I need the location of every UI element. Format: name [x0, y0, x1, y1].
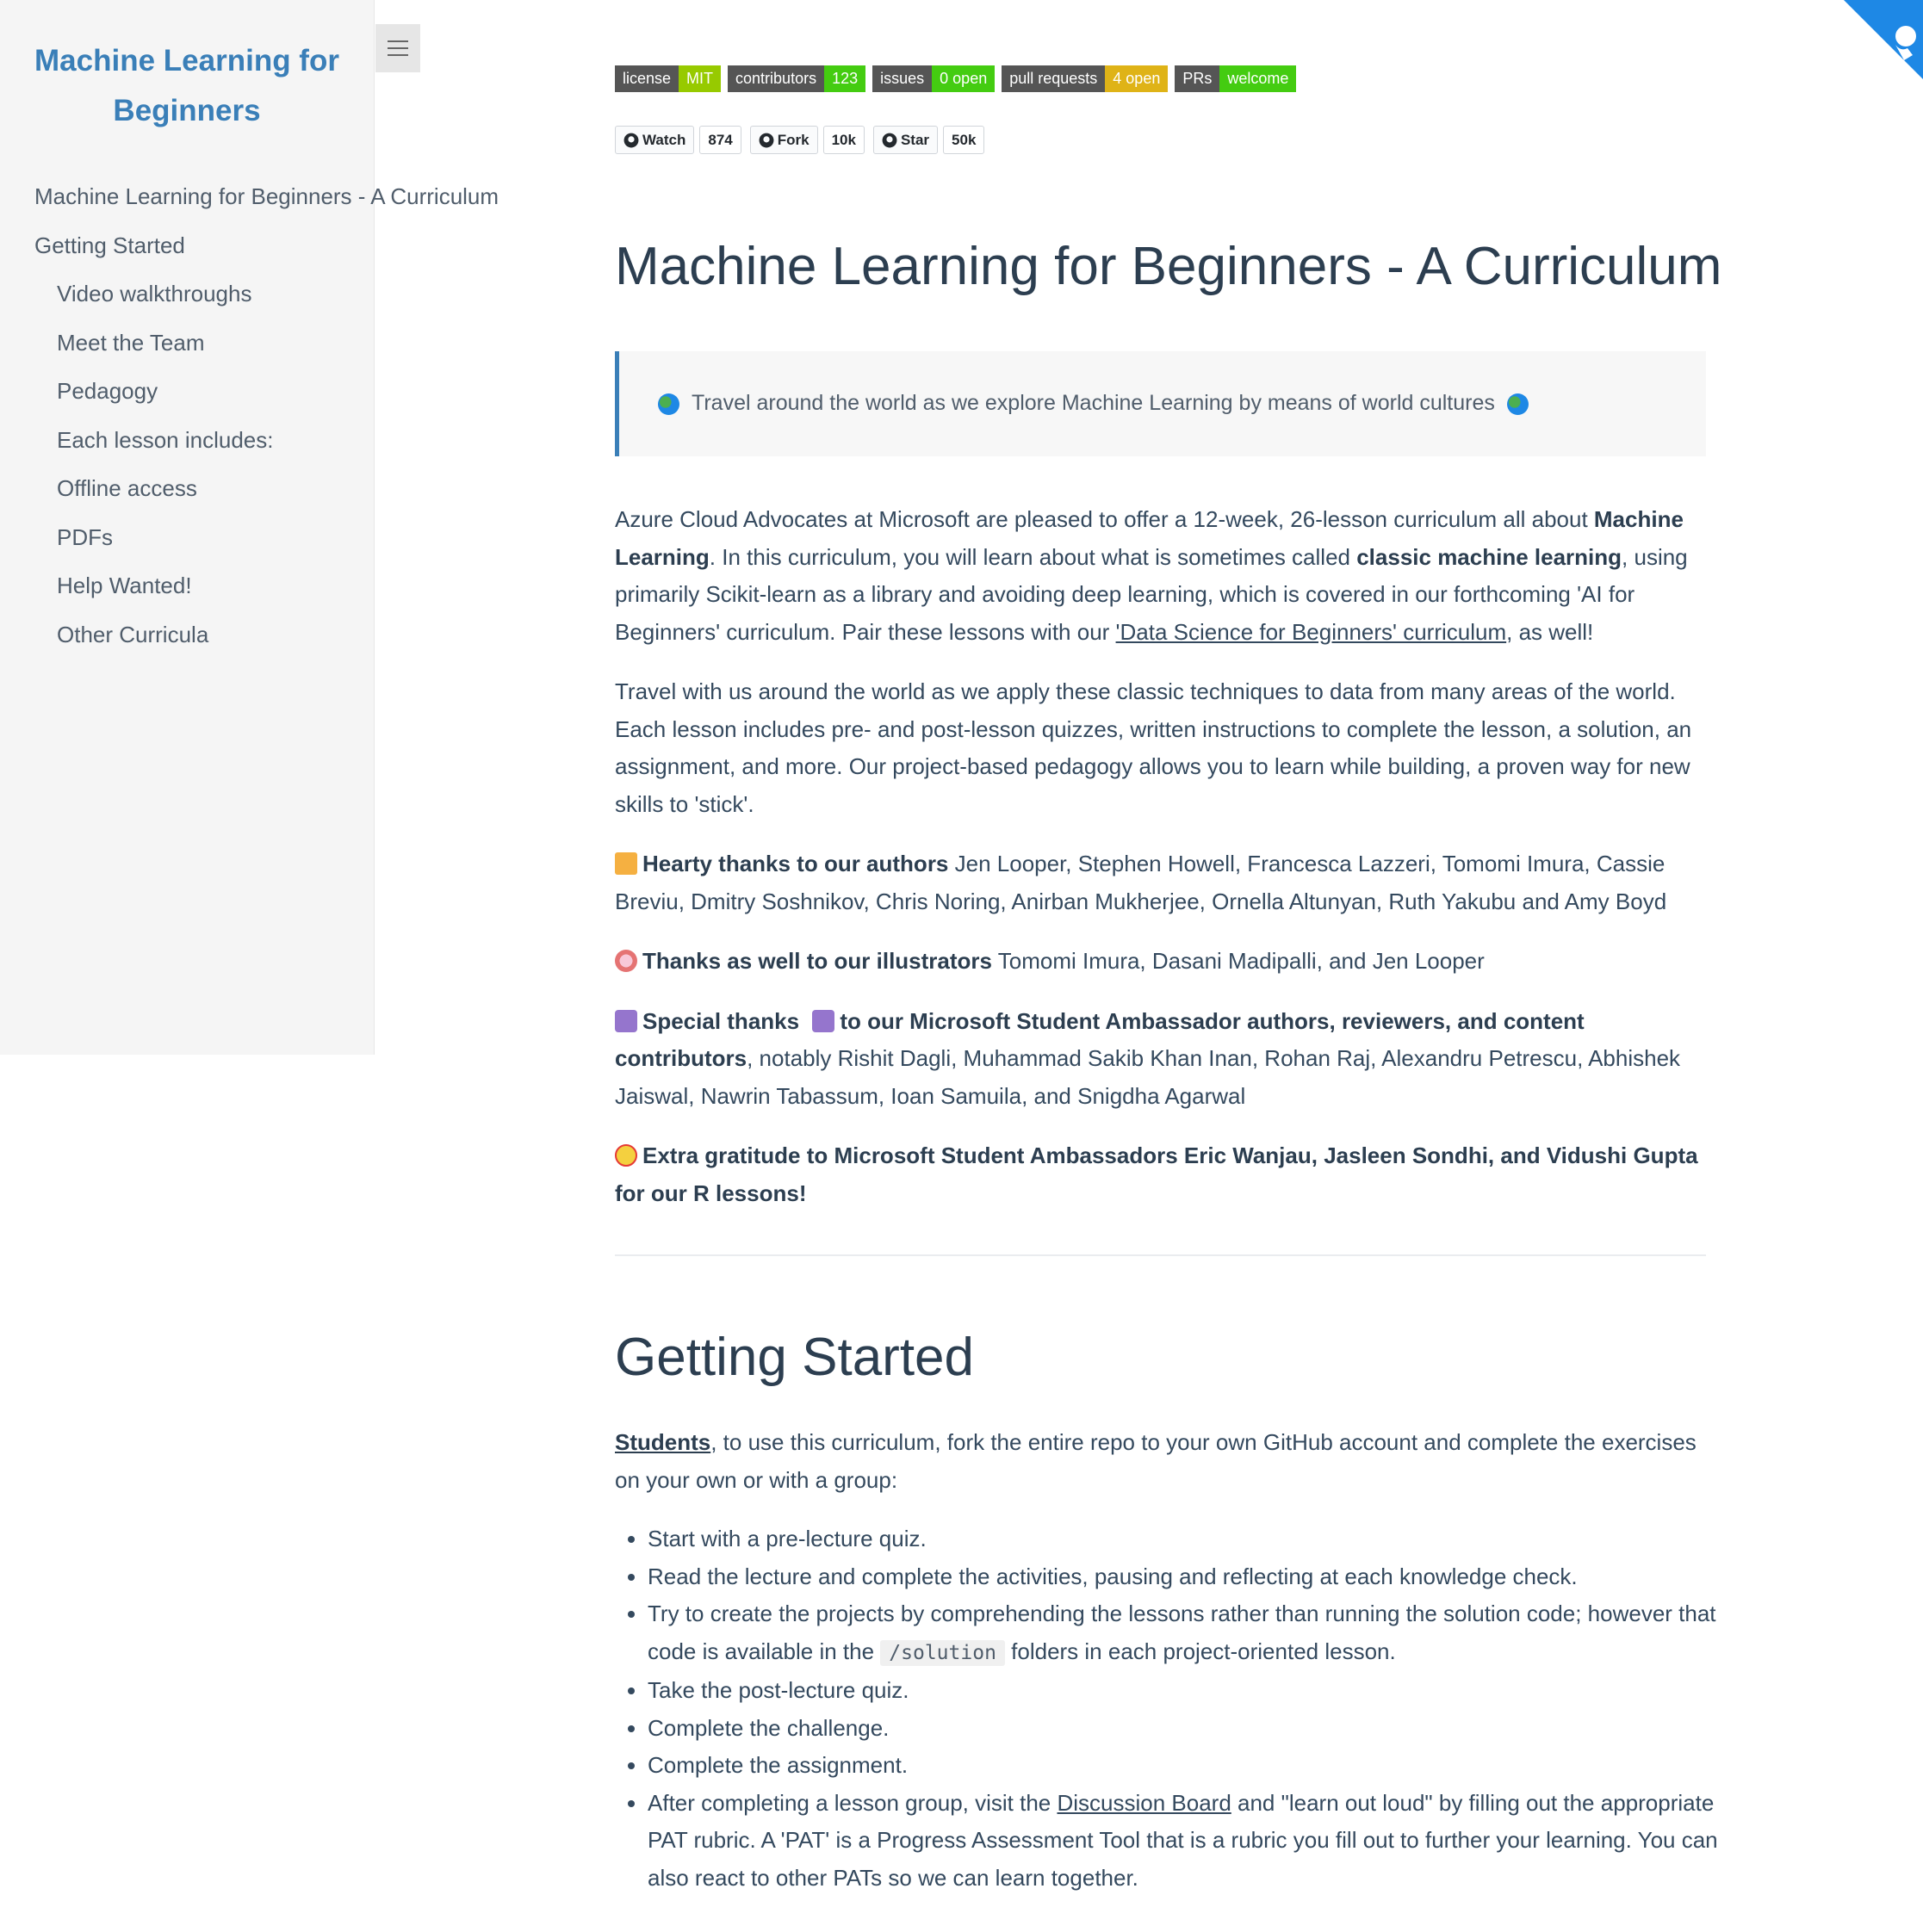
list-item: • Try to create the projects by comprehending the lessons rather than running the solution code; however that code is available in the /solution folders in each project-oriented lesson.	[648, 1595, 1739, 1672]
sidebar-item-getting-started[interactable]: Getting Started	[34, 232, 185, 258]
sidebar-item-pdfs[interactable]: PDFs	[57, 523, 113, 550]
star-count[interactable]: 50k	[943, 126, 984, 154]
sidebar-item-video-walkthroughs[interactable]: Video walkthroughs	[57, 281, 252, 307]
list-item: • Complete the assignment.	[648, 1747, 1739, 1785]
issues-badge[interactable]: issues 0 open	[872, 65, 995, 92]
section-divider	[615, 1254, 1706, 1256]
list-item: • After completing a lesson group, visit the Discussion Board and "learn out loud" by filling out the appropriate PAT rubric. A 'PAT' is a Progress Assessment Tool that is a rubric you fill out to further your learning. You can also react to other PATs so we can learn together.	[648, 1785, 1739, 1898]
tagline-text: Travel around the world as we explore Machine Learning by means of world cultures	[692, 391, 1495, 416]
list-item: • Take the post-lecture quiz.	[648, 1672, 1739, 1710]
fork-count[interactable]: 10k	[823, 126, 865, 154]
github-icon	[759, 133, 774, 148]
globe-icon	[1507, 393, 1529, 415]
writing-hand-icon	[615, 852, 637, 875]
getting-started-intro: Students, to use this curriculum, fork the entire repo to your own GitHub account and complete the exercises on your own or with a group:	[615, 1429, 1697, 1493]
illustrators-paragraph: Thanks as well to our illustrators Tomomi Imura, Dasani Madipalli, and Jen Looper	[615, 943, 1706, 981]
hamburger-icon	[388, 40, 408, 42]
sidebar-toggle-button[interactable]	[375, 24, 420, 72]
fork-button[interactable]: Fork	[750, 126, 818, 154]
list-item: • Start with a pre-lecture quiz.	[648, 1520, 1739, 1558]
globe-icon	[658, 393, 679, 415]
intro-section	[615, 501, 1706, 1235]
tagline-quote	[615, 351, 1706, 456]
sidebar-item-curriculum[interactable]: Machine Learning for Beginners - A Curriculum	[34, 183, 499, 209]
star-button[interactable]: Star	[873, 126, 938, 154]
palette-icon	[615, 950, 637, 972]
student-steps-list	[615, 1520, 1739, 1897]
prs-welcome-badge[interactable]: PRs welcome	[1175, 65, 1296, 92]
getting-started-heading: Getting Started	[615, 1328, 975, 1387]
watch-count[interactable]: 874	[699, 126, 741, 154]
sidebar-item-meet-the-team[interactable]: Meet the Team	[57, 329, 205, 356]
praying-icon	[812, 1010, 834, 1032]
sidebar-item-help-wanted[interactable]: Help Wanted!	[57, 573, 192, 598]
app-name[interactable]: Machine Learning for Beginners	[34, 44, 339, 127]
pull-requests-badge[interactable]: pull requests 4 open	[1002, 65, 1168, 92]
sidebar-item-pedagogy[interactable]: Pedagogy	[57, 378, 158, 404]
contributors-badge[interactable]: contributors 123	[728, 65, 865, 92]
github-social-buttons	[615, 126, 984, 154]
page-title: Machine Learning for Beginners - A Curriculum	[615, 237, 1722, 296]
extra-gratitude-paragraph: Extra gratitude to Microsoft Student Ambassadors Eric Wanjau, Jasleen Sondhi, and Vidushi Gupta for our R lessons!	[615, 1142, 1698, 1206]
sidebar-item-each-lesson[interactable]: Each lesson includes:	[57, 426, 274, 453]
intro-paragraph: Azure Cloud Advocates at Microsoft are pleased to offer a 12-week, 26-lesson curriculum all about Machine Learning. In this curriculum, you will learn about what is sometimes called classic machine learning, using primarily Scikit-learn as a library and avoiding deep learning, which is covered in our forthcoming 'AI for Beginners' curriculum. Pair these lessons with our 'Data Science for Beginners' curriculum, as well!	[615, 506, 1688, 645]
sidebar-item-other-curricula[interactable]: Other Curricula	[57, 621, 209, 647]
special-thanks-paragraph: Special thanks to our Microsoft Student Ambassador authors, reviewers, and content contributors, notably Rishit Dagli, Muhammad Sakib Khan Inan, Rohan Raj, Alexandru Petrescu, Abhishek Jaiswal, Nawrin Tabassum, Ioan Samuila, and Snigdha Agarwal	[615, 1007, 1681, 1109]
discussion-board-link[interactable]: Discussion Board	[1057, 1789, 1231, 1816]
badge-row	[615, 65, 1296, 92]
watch-button[interactable]: Watch	[615, 126, 694, 154]
list-item: • Read the lecture and complete the activities, pausing and reflecting at each knowledge check.	[648, 1558, 1739, 1596]
github-corner-icon[interactable]	[1844, 0, 1923, 79]
license-badge[interactable]: license MIT	[615, 65, 721, 92]
travel-paragraph: Travel with us around the world as we apply these classic techniques to data from many areas of the world. Each lesson includes pre- and post-lesson quizzes, written instructions to complete the lesson, a solution, an assignment, and more. Our project-based pedagogy allows you to learn while building, a proven way for new skills to 'stick'.	[615, 678, 1692, 817]
students-link[interactable]: Students	[615, 1429, 711, 1455]
praying-icon	[615, 1010, 637, 1032]
sidebar-item-offline-access[interactable]: Offline access	[57, 475, 197, 501]
authors-paragraph: Hearty thanks to our authors Jen Looper, Stephen Howell, Francesca Lazzeri, Tomomi Imura, Cassie Breviu, Dmitry Soshnikov, Chris Noring, Anirban Mukherjee, Ornella Altunyan, Ruth Yakubu and Amy Boyd	[615, 851, 1667, 914]
sidebar-nav	[0, 172, 499, 659]
star-struck-icon	[615, 1144, 637, 1167]
data-science-link[interactable]: 'Data Science for Beginners' curriculum	[1115, 618, 1507, 645]
list-item: • Complete the challenge.	[648, 1710, 1739, 1748]
solution-code: /solution	[880, 1640, 1005, 1666]
github-icon	[623, 133, 639, 148]
github-icon	[882, 133, 897, 148]
sidebar	[0, 0, 499, 1055]
